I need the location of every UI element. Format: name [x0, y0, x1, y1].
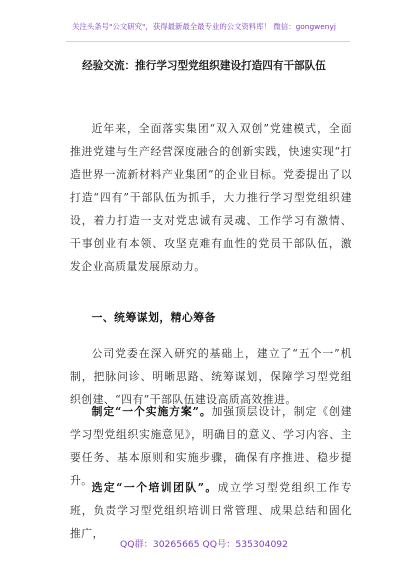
header-promo-note: 关注头条号"公文研究"，获得最新最全最专业的公文资料库！ 微信：gongwenyj: [72, 22, 336, 31]
item2-text: 成立学习型党组织工作专班，负责学习型党组织培训日常管理、成果总结和固化推广，: [70, 481, 353, 540]
item2-paragraph: [70, 476, 352, 545]
section-heading: 一、统筹谋划，精心筹备: [91, 311, 216, 324]
section1-text-block: [70, 313, 352, 411]
section1-paragraph: 公司党委在深入研究的基础上，建立了“五个一”机制，把脉问诊、明晰思路、统筹谋划，保障学习型党组织创建、“四有”干部队伍建设高质高效推进。: [70, 347, 352, 406]
intro-paragraph: 近年来，全面落实集团“双入双创”党建模式，全面推进党建与生产经营深度融合的创新实践，快速实现“打造世界一流新材料产业集团”的企业目标。党委提出了以打造“四有”干部队伍为抓手，大力推行学习型党组织建设，着力打造一支对党忠诚有灵魂、工作学习有激情、干事创业有本领、攻坚克难有血性的党员干部队伍，激发企业高质量发展原动力。: [70, 122, 352, 273]
intro-block: [70, 117, 352, 278]
header-divider: [66, 41, 350, 42]
item2-block: [70, 476, 352, 545]
item2-lead: 选定“一个培训团队”。: [91, 481, 218, 494]
item1-text: 加强顶层设计，制定《创建学习型党组织实施意见》，明确目的意义、学习内容、主要任务、基本原则和实施步骤，确保有序推进、稳步提升。: [70, 405, 352, 487]
item1-lead: 制定“一个实施方案”。: [91, 405, 212, 418]
footer-contact: QQ群：30265665 QQ号：535304092: [120, 539, 288, 550]
document-title: 经验交流：推行学习型党组织建设打造四有干部队伍: [82, 60, 326, 72]
